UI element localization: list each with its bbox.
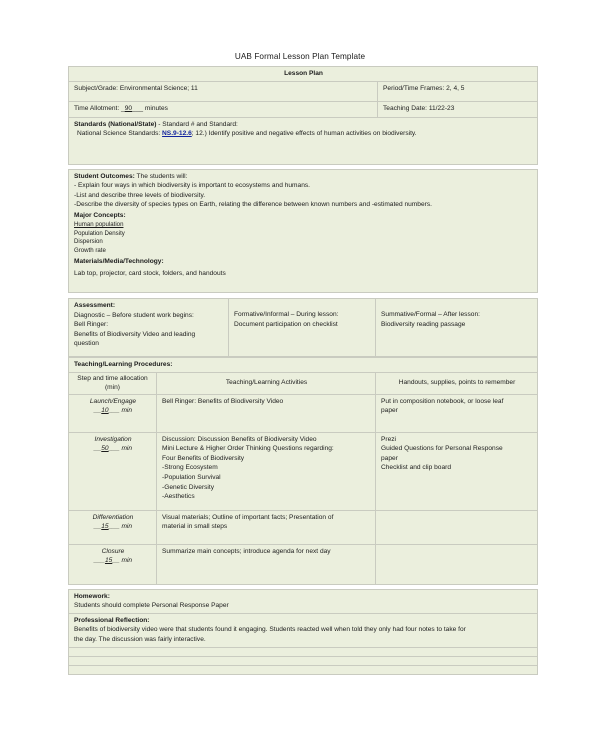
outcome-item: -Describe the diversity of species types on Earth, relating the difference between known numbers and -estimated numbers. [74,201,432,209]
student-outcomes-heading: Student Outcomes: [74,172,135,180]
assessment-table [68,298,538,357]
procedure-step-name: Closure [101,547,125,555]
procedure-activities-cell [157,394,376,432]
table-row [69,394,538,432]
standard-code-link[interactable]: NS.9-12.6 [162,130,192,138]
standards-cell [69,117,538,164]
activity-line: -Aesthetics [162,493,195,501]
assessment-diagnostic-cell [69,299,229,357]
materials-heading: Materials/Media/Technology: [74,258,164,266]
procedure-step-time: __50___ min [93,445,133,453]
table-row [69,432,538,510]
procedure-handouts-cell [376,544,538,584]
activity-line: material in small steps [162,523,228,531]
lesson-plan-header-cell: Lesson Plan [69,67,538,82]
procedure-activities-cell [157,544,376,584]
activity-line: Four Benefits of Biodiversity [162,454,245,462]
handout-line: paper [381,407,398,415]
procedure-step-time-value: 15 [104,557,113,565]
major-concepts-heading: Major Concepts: [74,211,126,219]
handout-line: Checklist and clip board [381,464,452,472]
homework-reflection-table [68,589,538,675]
procedures-col-header-activities: Teaching/Learning Activities [157,372,376,394]
table-row [69,544,538,584]
procedures-heading-cell [69,358,538,373]
table-row [69,299,538,357]
handout-line: paper [381,454,398,462]
handout-line: Prezi [381,435,397,443]
reflection-line: Benefits of biodiversity video were that students found it engaging. Students reacted well when told they only had four notes to take for [74,626,466,634]
handout-line: Put in composition notebook, or loose leaf [381,397,504,405]
procedure-handouts-cell [376,394,538,432]
table-row [69,67,538,82]
assessment-summative-label: Summative/Formal – After lesson: [381,311,480,319]
activity-line: -Population Survival [162,473,221,481]
major-concept-item-underlined: Human population [74,221,124,229]
activity-line: Visual materials; Outline of important facts; Presentation of [162,513,334,521]
assessment-formative-line: Document participation on checklist [234,320,338,328]
assessment-summative-line: Biodiversity reading passage [381,320,466,328]
period-time-frames-cell: Period/Time Frames: 2, 4, 5 [378,81,538,101]
activity-line: Summarize main concepts; introduce agenda for next day [162,547,331,555]
outcome-item: - Explain four ways in which biodiversity is important to ecosystems and humans. [74,182,311,190]
lesson-plan-sheet [68,66,537,675]
procedures-col-header-step: Step and time allocation (min) [69,372,157,394]
activity-line: Bell Ringer: Benefits of Biodiversity Video [162,397,284,405]
standards-heading: Standards (National/State) [74,120,157,128]
activity-line: -Genetic Diversity [162,483,215,491]
procedure-step-cell [69,394,157,432]
teaching-date-cell: Teaching Date: 11/22-23 [378,101,538,117]
procedure-step-cell [69,432,157,510]
homework-body: Students should complete Personal Response Paper [74,602,229,610]
procedure-step-cell [69,544,157,584]
time-allotment-suffix: ___ minutes [132,104,168,112]
activity-line: Discussion: Discussion Benefits of Biodiversity Video [162,435,317,443]
assessment-summative-cell [376,299,538,357]
handout-line: Guided Questions for Personal Response [381,445,503,453]
table-row [69,647,538,656]
subject-grade-cell: Subject/Grade: Environmental Science; 11 [69,81,378,101]
activity-line: -Strong Ecosystem [162,464,218,472]
standards-body-prefix: National Science Standards: [77,130,163,138]
procedure-handouts-cell [376,510,538,544]
reflection-cell [69,613,538,647]
procedure-step-name: Launch/Engage [89,397,137,405]
procedure-step-cell [69,510,157,544]
procedure-handouts-cell [376,432,538,510]
outcomes-table [68,169,538,294]
assessment-diagnostic-label: Diagnostic – Before student work begins: [74,311,194,319]
homework-cell [69,589,538,613]
student-outcomes-heading-line [74,172,533,182]
procedure-step-time: __10___ min [93,407,133,415]
procedure-step-time: __15___ min [93,523,133,531]
procedure-step-time: ___15__ min [93,557,133,565]
major-concept-item: Population Density [74,229,125,237]
procedure-activities-cell [157,510,376,544]
reflection-heading: Professional Reflection: [74,616,150,624]
procedure-activities-cell [157,432,376,510]
procedure-step-time-value: 15 [101,523,109,531]
table-row [69,81,538,101]
reflection-blank-cell [69,665,538,674]
table-row [69,510,538,544]
procedures-col-header-handouts: Handouts, supplies, points to remember [376,372,538,394]
procedure-step-time-value: 10 [101,407,109,415]
time-allotment-cell [69,101,378,117]
standards-heading-rest: - Standard # and Standard: [156,120,238,128]
assessment-diagnostic-line: Bell Ringer: [74,321,109,329]
assessment-diagnostic-line: question [74,340,99,348]
major-concept-item: Dispersion [74,238,103,246]
table-row [69,656,538,665]
procedure-step-name: Differentiation [92,513,134,521]
procedures-table [68,357,538,585]
assessment-diagnostic-line: Benefits of Biodiversity Video and leading [74,330,196,338]
activity-line: Mini Lecture & Higher Order Thinking Questions regarding: [162,445,334,453]
standards-body [74,129,533,139]
table-row [69,589,538,613]
time-allotment-value: 90 [124,104,133,112]
table-row [69,358,538,373]
procedure-step-time-value: 50 [101,445,109,453]
reflection-line: the day. The discussion was fairly interactive. [74,635,206,643]
outcome-item: -List and describe three levels of biodiversity. [74,191,206,199]
procedures-heading: Teaching/Learning Procedures: [74,361,173,369]
reflection-blank-cell [69,647,538,656]
page-title: UAB Formal Lesson Plan Template [234,52,366,61]
assessment-formative-label: Formative/Informal – During lesson: [234,311,339,319]
table-row [69,169,538,293]
table-row [69,613,538,647]
table-row [69,117,538,164]
student-outcomes-heading-rest: The students will: [134,172,188,180]
student-outcomes-cell [69,169,538,293]
table-row [69,101,538,117]
major-concept-item: Growth rate [74,246,106,254]
materials-body: Lab top, projector, card stock, folders, and handouts [74,269,226,277]
assessment-formative-cell [229,299,376,357]
procedure-step-name: Investigation [94,435,132,443]
standards-body-suffix: ; 12.) Identify positive and negative effects of human activities on biodiversity. [191,130,417,138]
assessment-heading: Assessment: [74,302,116,310]
standards-heading-line [74,120,533,130]
table-row [69,372,538,394]
time-allotment-label: Time Allotment: _ [74,104,125,112]
table-row [69,665,538,674]
homework-heading: Homework: [74,592,110,600]
lesson-info-table [68,66,538,165]
reflection-blank-cell [69,656,538,665]
